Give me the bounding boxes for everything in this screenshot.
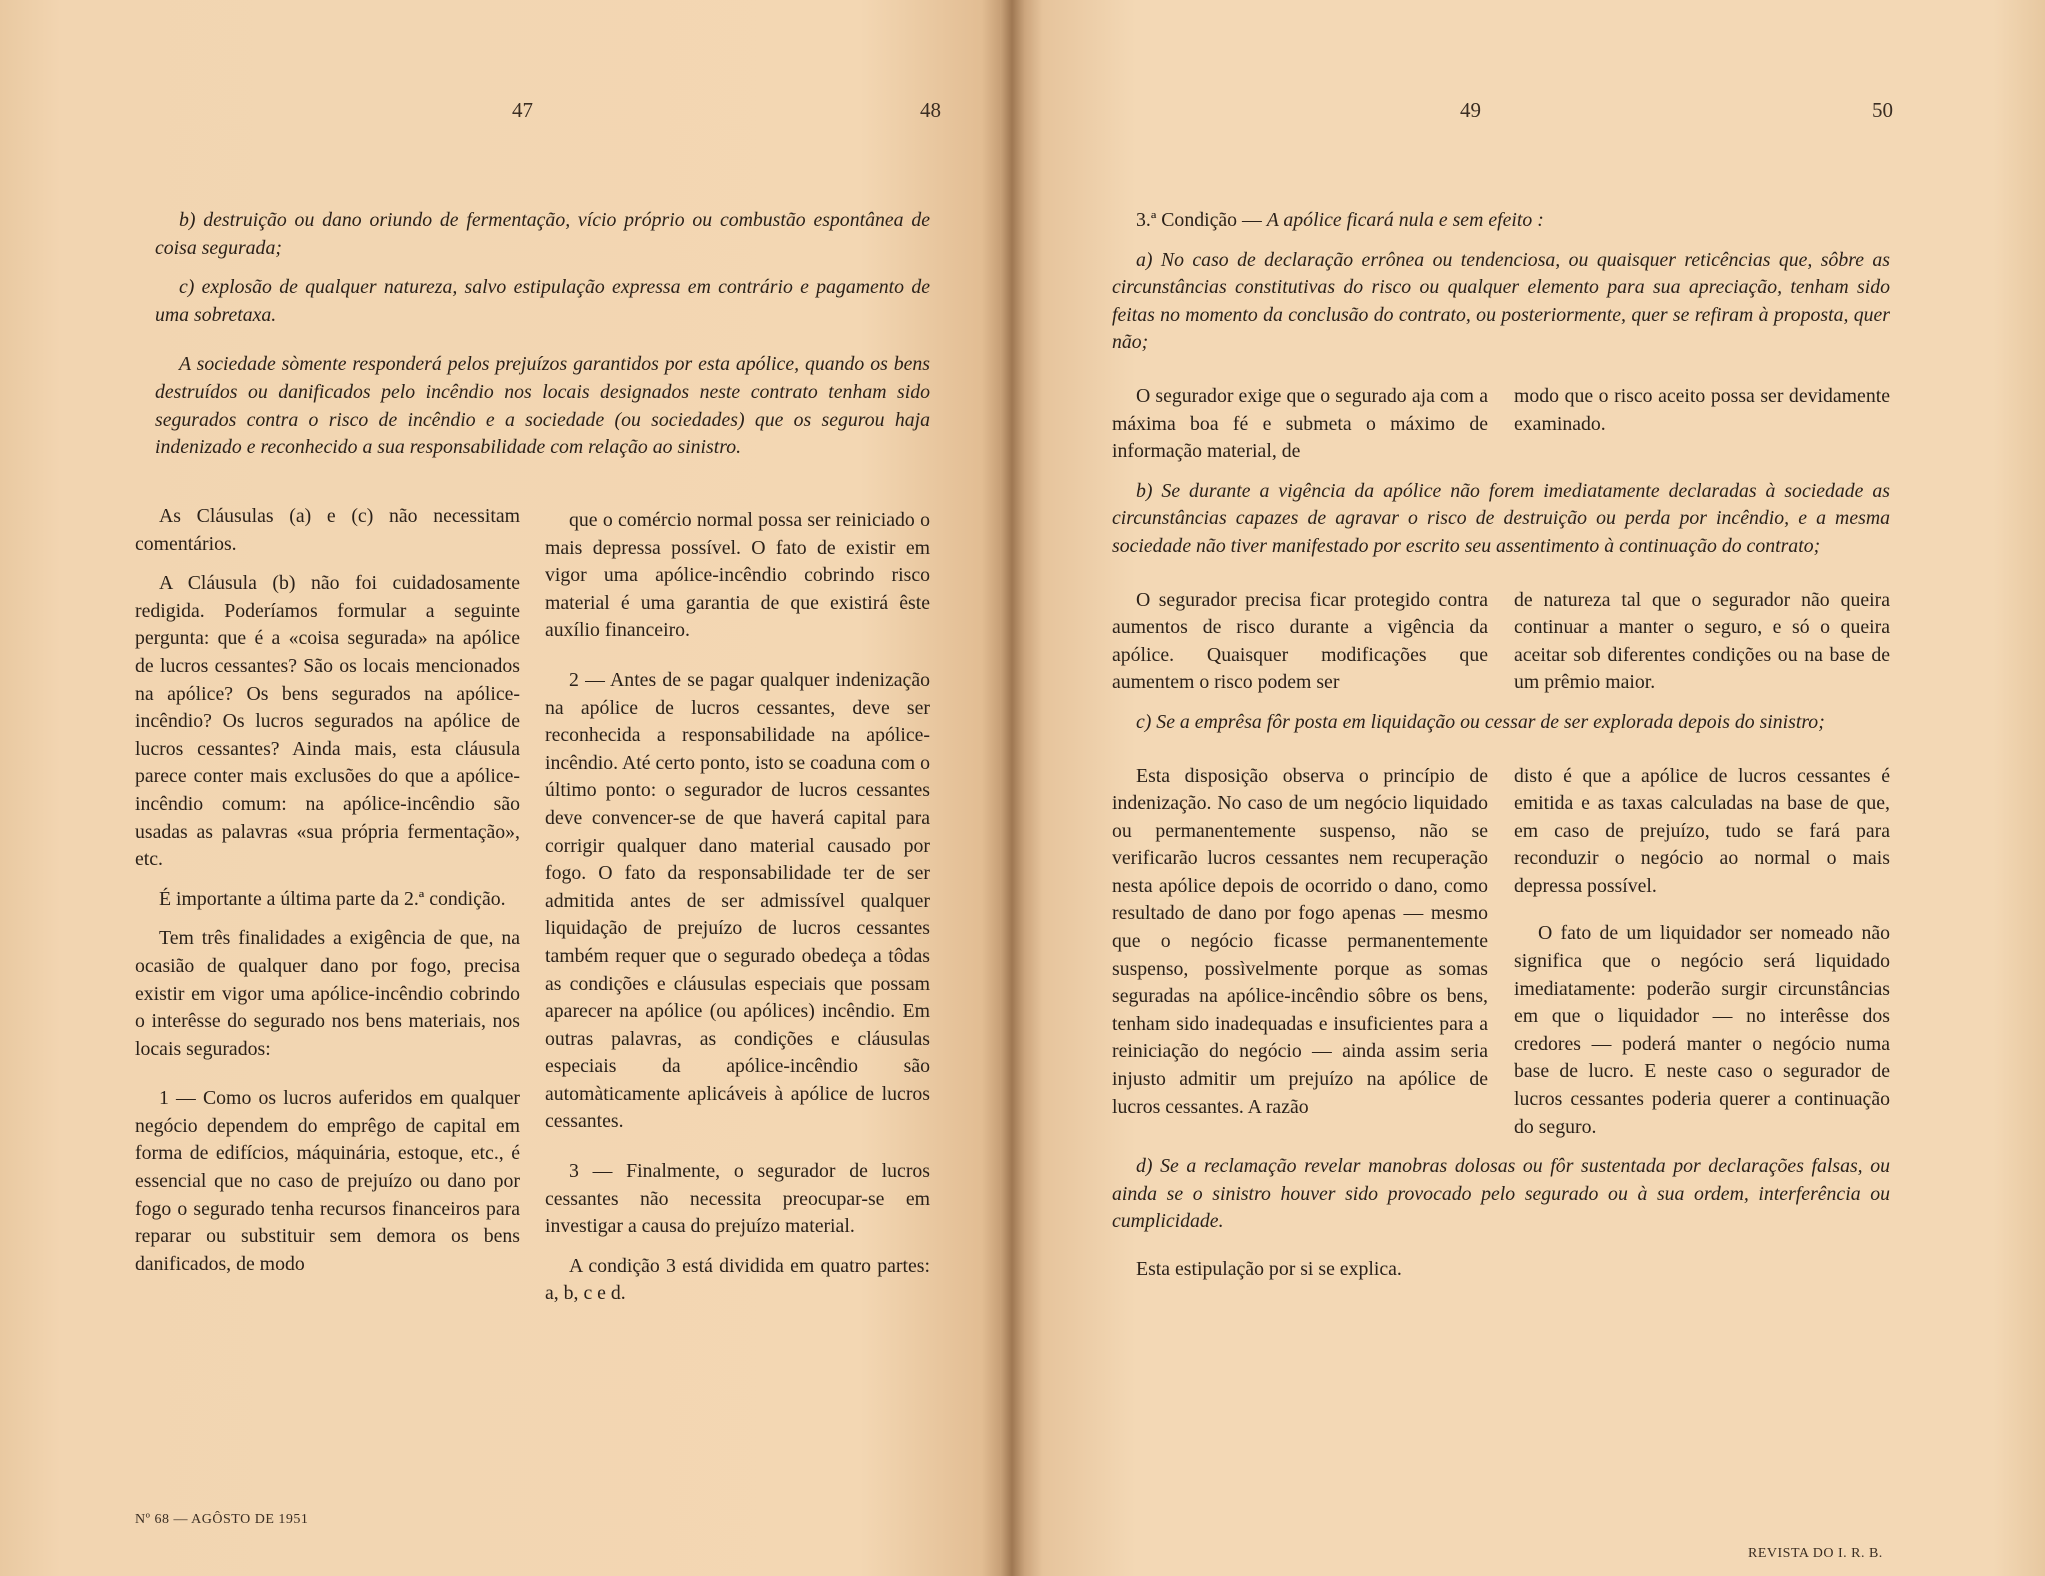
right-page-text (1112, 207, 1890, 1296)
footer-journal-name: REVISTA DO I. R. B. (1748, 1546, 1883, 1561)
col1-para-1: As Cláusulas (a) e (c) não necessitam comentários. (135, 505, 520, 555)
clause-c: c) explosão de qualquer natureza, salvo estipulação expressa em contrário e pagamento de uma sobretaxa. (155, 276, 930, 326)
condition-b: b) Se durante a vigência da apólice não forem imediatamente declaradas à sociedade as circunstâncias capazes de agravar o risco de destruição ou perda por incêndio, e a mesma sociedade não tiver manifestado por escrito seu assentimento à continuação do contrato; (1112, 479, 1890, 557)
clause-b: b) destruição ou dano oriundo de fermentação, vício próprio ou combustão espontânea de coisa segurada; (155, 209, 930, 259)
clause-sociedade: A sociedade sòmente responderá pelos prejuízos garantidos por esta apólice, quando os bens destruídos ou danificados pelo incêndio nos locais designados neste contrato tenham sido segurados contra o risco de incêndio e a sociedade (ou sociedades) que os segurou haja indenizado e reconhecido a sua responsabilidade com relação ao sinistro. (155, 353, 930, 459)
col1-para-3: É importante a última parte da 2.ª condição. (159, 887, 506, 910)
footer-issue-date: Nº 68 — AGÔSTO DE 1951 (135, 1512, 309, 1527)
book-gutter (1000, 0, 1024, 1576)
col1-para-4: Tem três finalidades a exigência de que, na ocasião de qualquer dano por fogo, precisa existir em vigor uma apólice-incêndio cobrindo o interêsse do segurado nos bens materiais, nos locais segurados: (135, 927, 520, 1060)
col2-para-3: 3 — Finalmente, o segurador de lucros cessantes não necessita preocupar-se em investigar a causa do prejuízo material. (545, 1160, 930, 1238)
left-column-1 (135, 503, 520, 1290)
condition-c-comment-col2-para2: O fato de um liquidador ser nomeado não significa que o negócio será liquidado imediatamente: poderão surgir circunstâncias em que o liquidador — no interêsse dos credores — poderá manter o negócio numa base de lucro. E neste caso o segurador de lucros cessantes poderia querer a continuação do seguro. (1514, 922, 1890, 1138)
condition-c-comment-col2-para1: disto é que a apólice de lucros cessantes é emitida e as taxas calculadas na base de que, em caso de prejuízo, tudo se fará para reconduzir o negócio ao normal o mais depressa possível. (1514, 764, 1890, 897)
col1-para-5: 1 — Como os lucros auferidos em qualquer negócio dependem do emprêgo de capital em forma de edifícios, máquinária, estoque, etc., é essencial que no caso de prejuízo ou dano por fogo o segurado tenha recursos financeiros para reparar ou substituir sem demora os bens danificados, de modo (135, 1087, 520, 1275)
condition-3-label: 3.ª Condição — (1136, 209, 1262, 231)
page-number-50: 50 (1872, 98, 1893, 122)
page-number-49: 49 (1460, 98, 1481, 122)
page-number-48: 48 (920, 98, 941, 122)
condition-a-comment (1112, 383, 1890, 478)
policy-clauses-block (155, 207, 930, 474)
condition-a-comment-col1: O segurador exige que o segurado aja com a máxima boa fé e submeta o máximo de informação material, de (1112, 384, 1488, 463)
left-column-2 (545, 507, 930, 1320)
condition-c-comment (1112, 763, 1890, 1154)
condition-b-comment (1112, 587, 1890, 709)
condition-a-comment-col2: modo que o risco aceito possa ser devidamente examinado. (1514, 384, 1890, 435)
condition-c-comment-col1: Esta disposição observa o princípio de indenização. No caso de um negócio liquidado ou permanentemente suspenso, não se verificarão lucros cessantes nem recuperação nesta apólice depois de ocorrido o dano, como resultado de dano por fogo apenas — mesmo que o negócio ficasse permanentemente suspenso, possìvelmente porque as somas seguradas na apólice-incêndio sôbre os bens, tenham sido inadequadas e insuficientes para a reiniciação do negócio — ainda assim seria injusto admitir um prejuízo na apólice de lucros cessantes. A razão (1112, 764, 1488, 1118)
condition-b-comment-col2: de natureza tal que o segurador não queira continuar a manter o seguro, e só o queira aceitar sob diferentes condições ou na base de um prêmio maior. (1514, 588, 1890, 694)
col2-para-2: 2 — Antes de se pagar qualquer indenização na apólice de lucros cessantes, deve ser reconhecida a responsabilidade na apólice-incêndio. Até certo ponto, isto se coaduna com o último ponto: o segurador de lucros cessantes deve convencer-se de que haverá capital para corrigir qualquer dano material causado por fogo. O fato da responsabilidade ter de ser admitida antes de ser admissível qualquer liquidação de prejuízo de lucros cessantes também requer que o segurado obedeça a tôdas as condições e cláusulas especiais que possam aparecer na apólice (ou apólices) incêndio. Em outras palavras, as condições e cláusulas especiais da apólice-incêndio são automàticamente aplicáveis à apólice de lucros cessantes. (545, 668, 930, 1133)
condition-d: d) Se a reclamação revelar manobras dolosas ou fôr sustentada por declarações falsas, ou ainda se o sinistro houver sido provocado pelo segurado ou à sua ordem, interferência ou cumplicidade. (1112, 1155, 1890, 1233)
col2-para-4: A condição 3 está dividida em quatro partes: a, b, c e d. (545, 1254, 930, 1305)
condition-a: a) No caso de declaração errônea ou tendenciosa, ou quaisquer reticências que, sôbre as circunstâncias constitutivas do risco ou qualquer elemento para sua apreciação, tenham sido feitas no momento da conclusão do contrato, ou posteriormente, quer se refiram à proposta, quer não; (1112, 248, 1890, 354)
col1-para-2: A Cláusula (b) não foi cuidadosamente redigida. Poderíamos formular a seguinte pergunta: que é a «coisa segurada» na apólice de lucros cessantes? São os locais mencionados na apólice? Os bens segurados na apólice-incêndio? Os lucros segurados na apólice de lucros cessantes? Ainda mais, esta cláusula parece conter mais exclusões do que a apólice-incêndio comum: na apólice-incêndio são usadas as palavras «sua própria fermentação», etc. (135, 572, 520, 871)
condition-c: c) Se a emprêsa fôr posta em liquidação ou cessar de ser explorada depois do sinistro; (1136, 710, 1825, 733)
condition-3-heading (1112, 207, 1890, 235)
condition-3-text: A apólice ficará nula e sem efeito : (1266, 209, 1544, 231)
page-number-47: 47 (512, 98, 533, 122)
final-remark: Esta estipulação por si se explica. (1136, 1258, 1402, 1280)
condition-c-comment-col2 (1514, 763, 1890, 1154)
condition-b-comment-col1: O segurador precisa ficar protegido contra aumentos de risco durante a vigência da apólice. Quaisquer modificações que aumentem o risco podem ser (1112, 588, 1488, 694)
col2-para-1: que o comércio normal possa ser reiniciado o mais depressa possível. O fato de existir em vigor uma apólice-incêndio cobrindo risco material é uma garantia de que existirá êste auxílio financeiro. (545, 509, 930, 642)
